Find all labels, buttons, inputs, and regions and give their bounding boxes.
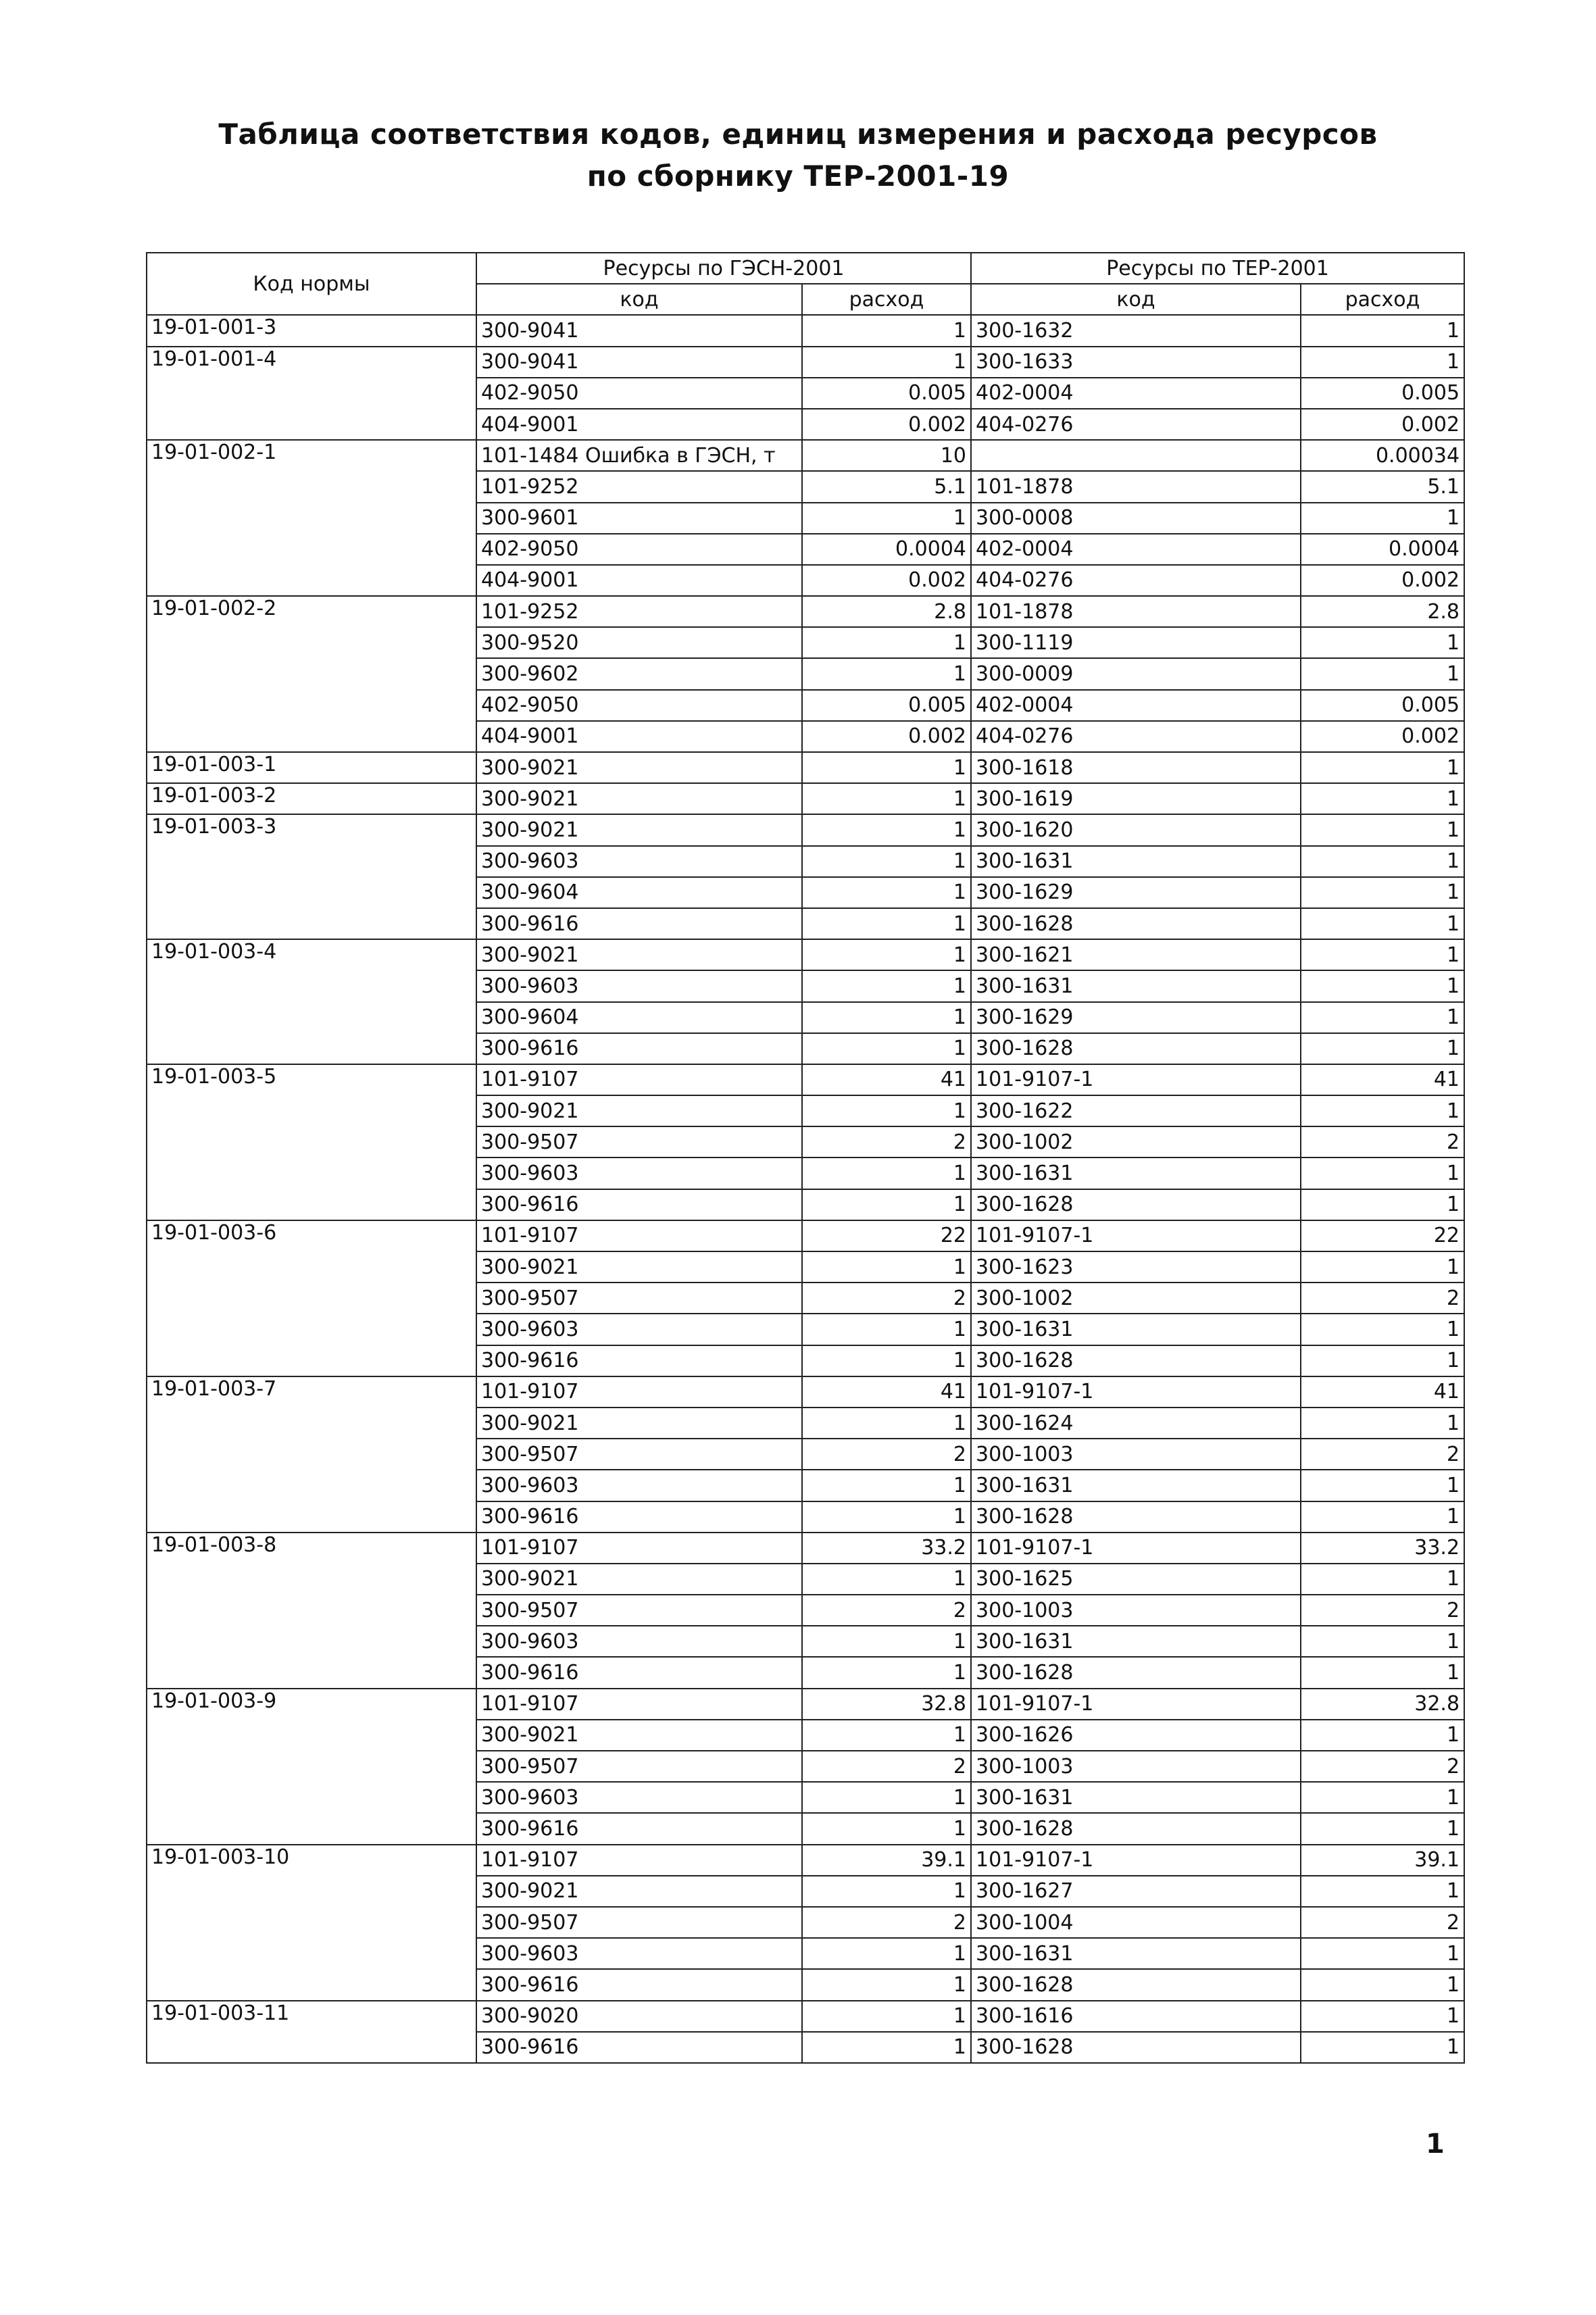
gesn-usage-cell: 1 (802, 1251, 971, 1283)
ter-usage-cell: 1 (1301, 1657, 1464, 1688)
gesn-code-cell: 404-9001 (476, 409, 802, 440)
gesn-code-cell: 300-9520 (476, 627, 802, 658)
ter-usage-cell: 1 (1301, 1033, 1464, 1064)
gesn-code-cell: 300-9603 (476, 970, 802, 1001)
gesn-code-cell: 300-9616 (476, 1345, 802, 1376)
gesn-code-cell: 300-9603 (476, 1782, 802, 1813)
table-row (147, 315, 1464, 346)
gesn-code-cell: 300-9507 (476, 1126, 802, 1158)
ter-code-cell: 300-1618 (971, 752, 1301, 783)
ter-usage-cell: 0.00034 (1301, 440, 1464, 471)
gesn-code-cell: 300-9020 (476, 2001, 802, 2032)
ter-usage-cell: 1 (1301, 1002, 1464, 1033)
gesn-usage-cell: 1 (802, 1720, 971, 1751)
ter-usage-cell: 1 (1301, 627, 1464, 658)
gesn-usage-cell: 2 (802, 1439, 971, 1470)
gesn-usage-cell: 5.1 (802, 471, 971, 502)
gesn-code-cell: 101-9107 (476, 1376, 802, 1408)
ter-usage-cell: 1 (1301, 1813, 1464, 1844)
ter-usage-cell: 2 (1301, 1126, 1464, 1158)
ter-code-cell: 300-1628 (971, 1657, 1301, 1688)
ter-usage-cell: 2 (1301, 1595, 1464, 1626)
gesn-usage-cell: 39.1 (802, 1845, 971, 1876)
ter-usage-cell: 0.002 (1301, 565, 1464, 596)
ter-code-cell: 300-1002 (971, 1283, 1301, 1314)
ter-usage-cell: 1 (1301, 1564, 1464, 1595)
ter-code-cell: 300-1631 (971, 1938, 1301, 1969)
gesn-code-cell: 300-9616 (476, 1969, 802, 2000)
table-body (147, 315, 1464, 2063)
table-row (147, 1064, 1464, 1095)
norm-code-cell: 19-01-003-3 (147, 814, 476, 939)
gesn-code-cell: 300-9616 (476, 908, 802, 939)
gesn-usage-cell: 10 (802, 440, 971, 471)
ter-usage-cell: 1 (1301, 1189, 1464, 1220)
gesn-usage-cell: 1 (802, 627, 971, 658)
ter-usage-cell: 2 (1301, 1439, 1464, 1470)
ter-usage-cell: 39.1 (1301, 1845, 1464, 1876)
ter-code-cell: 300-1003 (971, 1439, 1301, 1470)
header-ter-code: код (971, 284, 1301, 315)
gesn-code-cell: 402-9050 (476, 534, 802, 565)
gesn-code-cell: 300-9041 (476, 315, 802, 346)
gesn-usage-cell: 2 (802, 1907, 971, 1938)
gesn-code-cell: 101-9107 (476, 1689, 802, 1720)
gesn-code-cell: 300-9021 (476, 752, 802, 783)
gesn-usage-cell: 1 (802, 1345, 971, 1376)
gesn-usage-cell: 0.002 (802, 409, 971, 440)
ter-usage-cell: 1 (1301, 814, 1464, 845)
ter-code-cell: 300-1631 (971, 846, 1301, 877)
gesn-usage-cell: 1 (802, 908, 971, 939)
ter-usage-cell: 1 (1301, 783, 1464, 814)
gesn-code-cell: 101-9107 (476, 1845, 802, 1876)
gesn-usage-cell: 1 (802, 2001, 971, 2032)
gesn-usage-cell: 41 (802, 1376, 971, 1408)
gesn-code-cell: 101-9107 (476, 1064, 802, 1095)
norm-code-cell: 19-01-003-6 (147, 1220, 476, 1376)
ter-code-cell: 402-0004 (971, 690, 1301, 721)
header-gesn-code: код (476, 284, 802, 315)
gesn-code-cell: 402-9050 (476, 378, 802, 409)
ter-code-cell: 300-1632 (971, 315, 1301, 346)
gesn-usage-cell: 1 (802, 1002, 971, 1033)
gesn-usage-cell: 1 (802, 1470, 971, 1501)
ter-usage-cell: 0.0004 (1301, 534, 1464, 565)
document-title (0, 114, 1596, 197)
ter-usage-cell: 1 (1301, 2032, 1464, 2063)
ter-code-cell: 404-0276 (971, 721, 1301, 752)
ter-code-cell: 300-1629 (971, 877, 1301, 908)
table-row (147, 1220, 1464, 1251)
gesn-code-cell: 300-9601 (476, 503, 802, 534)
gesn-usage-cell: 1 (802, 1938, 971, 1969)
gesn-code-cell: 300-9616 (476, 1033, 802, 1064)
norm-code-cell: 19-01-003-9 (147, 1689, 476, 1845)
ter-code-cell: 101-9107-1 (971, 1533, 1301, 1564)
ter-usage-cell: 1 (1301, 1470, 1464, 1501)
gesn-usage-cell: 1 (802, 1813, 971, 1844)
title-line-2: по сборнику ТЕР-2001-19 (587, 159, 1009, 193)
ter-code-cell: 300-1628 (971, 908, 1301, 939)
gesn-code-cell: 300-9021 (476, 1720, 802, 1751)
ter-code-cell: 300-1631 (971, 1158, 1301, 1189)
gesn-usage-cell: 1 (802, 1189, 971, 1220)
gesn-usage-cell: 1 (802, 1408, 971, 1439)
gesn-usage-cell: 2 (802, 1126, 971, 1158)
gesn-code-cell: 300-9021 (476, 1095, 802, 1126)
ter-code-cell: 300-1628 (971, 1501, 1301, 1533)
ter-code-cell: 300-1616 (971, 2001, 1301, 2032)
ter-usage-cell: 1 (1301, 908, 1464, 939)
ter-usage-cell: 2 (1301, 1751, 1464, 1782)
table-row (147, 347, 1464, 378)
gesn-code-cell: 300-9603 (476, 1938, 802, 1969)
gesn-code-cell: 300-9604 (476, 877, 802, 908)
table-row (147, 1376, 1464, 1408)
ter-usage-cell: 1 (1301, 1969, 1464, 2000)
ter-code-cell: 300-0008 (971, 503, 1301, 534)
ter-usage-cell: 2 (1301, 1907, 1464, 1938)
gesn-code-cell: 300-9603 (476, 1626, 802, 1657)
norm-code-cell: 19-01-003-2 (147, 783, 476, 814)
table-row (147, 1689, 1464, 1720)
ter-usage-cell: 1 (1301, 877, 1464, 908)
gesn-code-cell: 300-9603 (476, 1314, 802, 1345)
ter-usage-cell: 41 (1301, 1064, 1464, 1095)
gesn-usage-cell: 1 (802, 1095, 971, 1126)
gesn-usage-cell: 1 (802, 783, 971, 814)
gesn-code-cell: 404-9001 (476, 565, 802, 596)
gesn-usage-cell: 1 (802, 1657, 971, 1688)
gesn-code-cell: 300-9507 (476, 1907, 802, 1938)
ter-code-cell: 101-1878 (971, 596, 1301, 627)
gesn-usage-cell: 1 (802, 658, 971, 689)
gesn-code-cell: 402-9050 (476, 690, 802, 721)
norm-code-cell: 19-01-003-11 (147, 2001, 476, 2063)
ter-usage-cell: 1 (1301, 1158, 1464, 1189)
ter-code-cell: 300-1620 (971, 814, 1301, 845)
gesn-code-cell: 101-9107 (476, 1533, 802, 1564)
ter-code-cell: 300-1631 (971, 1470, 1301, 1501)
table-row (147, 596, 1464, 627)
ter-usage-cell: 2.8 (1301, 596, 1464, 627)
ter-code-cell: 300-1625 (971, 1564, 1301, 1595)
gesn-usage-cell: 1 (802, 347, 971, 378)
ter-code-cell: 101-9107-1 (971, 1220, 1301, 1251)
ter-usage-cell: 1 (1301, 846, 1464, 877)
gesn-usage-cell: 1 (802, 1033, 971, 1064)
ter-usage-cell: 33.2 (1301, 1533, 1464, 1564)
correspondence-table-wrap (146, 252, 1464, 2064)
norm-code-cell: 19-01-003-10 (147, 1845, 476, 2001)
ter-code-cell: 300-1633 (971, 347, 1301, 378)
gesn-usage-cell: 1 (802, 814, 971, 845)
gesn-code-cell: 300-9021 (476, 1251, 802, 1283)
gesn-code-cell: 101-9252 (476, 471, 802, 502)
gesn-usage-cell: 0.005 (802, 378, 971, 409)
ter-usage-cell: 1 (1301, 970, 1464, 1001)
ter-code-cell: 300-1627 (971, 1876, 1301, 1907)
gesn-usage-cell: 0.0004 (802, 534, 971, 565)
ter-code-cell: 300-1631 (971, 1626, 1301, 1657)
ter-code-cell: 300-1624 (971, 1408, 1301, 1439)
gesn-code-cell: 300-9507 (476, 1751, 802, 1782)
gesn-usage-cell: 1 (802, 1969, 971, 2000)
ter-usage-cell: 1 (1301, 752, 1464, 783)
gesn-usage-cell: 1 (802, 2032, 971, 2063)
ter-code-cell: 300-1119 (971, 627, 1301, 658)
gesn-usage-cell: 1 (802, 1501, 971, 1533)
gesn-code-cell: 300-9603 (476, 1158, 802, 1189)
gesn-code-cell: 404-9001 (476, 721, 802, 752)
table-row (147, 2001, 1464, 2032)
gesn-usage-cell: 33.2 (802, 1533, 971, 1564)
gesn-usage-cell: 1 (802, 1158, 971, 1189)
ter-usage-cell: 1 (1301, 1626, 1464, 1657)
table-row (147, 939, 1464, 970)
ter-code-cell: 300-1631 (971, 970, 1301, 1001)
ter-code-cell: 300-1628 (971, 1033, 1301, 1064)
norm-code-cell: 19-01-003-5 (147, 1064, 476, 1220)
gesn-code-cell: 300-9021 (476, 783, 802, 814)
ter-code-cell: 300-1623 (971, 1251, 1301, 1283)
gesn-usage-cell: 2.8 (802, 596, 971, 627)
gesn-usage-cell: 0.002 (802, 721, 971, 752)
gesn-code-cell: 300-9021 (476, 1876, 802, 1907)
gesn-code-cell: 300-9616 (476, 1501, 802, 1533)
gesn-usage-cell: 1 (802, 1876, 971, 1907)
ter-usage-cell: 0.005 (1301, 690, 1464, 721)
norm-code-cell: 19-01-002-2 (147, 596, 476, 752)
ter-usage-cell: 0.002 (1301, 721, 1464, 752)
table-row (147, 783, 1464, 814)
ter-code-cell: 300-0009 (971, 658, 1301, 689)
ter-usage-cell: 5.1 (1301, 471, 1464, 502)
ter-usage-cell: 1 (1301, 1345, 1464, 1376)
ter-code-cell: 402-0004 (971, 378, 1301, 409)
ter-code-cell: 300-1628 (971, 1969, 1301, 2000)
ter-code-cell: 300-1628 (971, 2032, 1301, 2063)
gesn-code-cell: 300-9603 (476, 846, 802, 877)
ter-code-cell: 300-1631 (971, 1782, 1301, 1813)
ter-code-cell (971, 440, 1301, 471)
ter-usage-cell: 0.005 (1301, 378, 1464, 409)
ter-usage-cell: 41 (1301, 1376, 1464, 1408)
ter-code-cell: 300-1629 (971, 1002, 1301, 1033)
ter-usage-cell: 32.8 (1301, 1689, 1464, 1720)
ter-usage-cell: 22 (1301, 1220, 1464, 1251)
table-row (147, 440, 1464, 471)
header-gesn-group: Ресурсы по ГЭСН-2001 (476, 253, 971, 284)
gesn-code-cell: 300-9603 (476, 1470, 802, 1501)
ter-code-cell: 101-1878 (971, 471, 1301, 502)
gesn-usage-cell: 32.8 (802, 1689, 971, 1720)
ter-usage-cell: 2 (1301, 1283, 1464, 1314)
ter-usage-cell: 0.002 (1301, 409, 1464, 440)
ter-code-cell: 101-9107-1 (971, 1064, 1301, 1095)
gesn-code-cell: 101-9107 (476, 1220, 802, 1251)
gesn-usage-cell: 41 (802, 1064, 971, 1095)
ter-code-cell: 404-0276 (971, 565, 1301, 596)
ter-usage-cell: 1 (1301, 1251, 1464, 1283)
table-row (147, 814, 1464, 845)
ter-code-cell: 300-1621 (971, 939, 1301, 970)
gesn-usage-cell: 2 (802, 1595, 971, 1626)
title-line-1: Таблица соответствия кодов, единиц измерения и расхода ресурсов (218, 118, 1378, 151)
ter-code-cell: 101-9107-1 (971, 1845, 1301, 1876)
gesn-usage-cell: 1 (802, 939, 971, 970)
ter-code-cell: 101-9107-1 (971, 1376, 1301, 1408)
gesn-code-cell: 300-9616 (476, 2032, 802, 2063)
gesn-code-cell: 101-9252 (476, 596, 802, 627)
gesn-code-cell: 101-1484 Ошибка в ГЭСН, т (476, 440, 802, 471)
norm-code-cell: 19-01-002-1 (147, 440, 476, 596)
page-number: 1 (1426, 2129, 1445, 2160)
norm-code-cell: 19-01-003-1 (147, 752, 476, 783)
gesn-usage-cell: 1 (802, 503, 971, 534)
gesn-usage-cell: 1 (802, 1626, 971, 1657)
gesn-usage-cell: 1 (802, 1564, 971, 1595)
table-row (147, 752, 1464, 783)
gesn-usage-cell: 1 (802, 752, 971, 783)
header-norm-code: Код нормы (147, 253, 476, 315)
ter-usage-cell: 1 (1301, 1782, 1464, 1813)
gesn-usage-cell: 1 (802, 315, 971, 346)
gesn-code-cell: 300-9616 (476, 1189, 802, 1220)
gesn-usage-cell: 0.002 (802, 565, 971, 596)
ter-code-cell: 300-1003 (971, 1595, 1301, 1626)
gesn-code-cell: 300-9021 (476, 1408, 802, 1439)
ter-usage-cell: 1 (1301, 347, 1464, 378)
ter-usage-cell: 1 (1301, 1720, 1464, 1751)
norm-code-cell: 19-01-001-3 (147, 315, 476, 346)
ter-usage-cell: 1 (1301, 2001, 1464, 2032)
norm-code-cell: 19-01-003-7 (147, 1376, 476, 1533)
ter-code-cell: 300-1628 (971, 1345, 1301, 1376)
ter-code-cell: 101-9107-1 (971, 1689, 1301, 1720)
gesn-code-cell: 300-9021 (476, 939, 802, 970)
ter-code-cell: 300-1631 (971, 1314, 1301, 1345)
ter-code-cell: 300-1004 (971, 1907, 1301, 1938)
ter-usage-cell: 1 (1301, 939, 1464, 970)
header-ter-usage: расход (1301, 284, 1464, 315)
ter-code-cell: 300-1628 (971, 1189, 1301, 1220)
gesn-code-cell: 300-9602 (476, 658, 802, 689)
gesn-code-cell: 300-9507 (476, 1283, 802, 1314)
gesn-code-cell: 300-9021 (476, 1564, 802, 1595)
gesn-usage-cell: 0.005 (802, 690, 971, 721)
gesn-usage-cell: 2 (802, 1751, 971, 1782)
ter-usage-cell: 1 (1301, 1314, 1464, 1345)
gesn-usage-cell: 2 (802, 1283, 971, 1314)
ter-usage-cell: 1 (1301, 503, 1464, 534)
ter-usage-cell: 1 (1301, 1876, 1464, 1907)
ter-code-cell: 300-1002 (971, 1126, 1301, 1158)
ter-usage-cell: 1 (1301, 1501, 1464, 1533)
ter-usage-cell: 1 (1301, 315, 1464, 346)
gesn-usage-cell: 1 (802, 846, 971, 877)
ter-usage-cell: 1 (1301, 1408, 1464, 1439)
table-row (147, 1533, 1464, 1564)
norm-code-cell: 19-01-001-4 (147, 347, 476, 441)
ter-usage-cell: 1 (1301, 1095, 1464, 1126)
ter-code-cell: 300-1628 (971, 1813, 1301, 1844)
gesn-code-cell: 300-9041 (476, 347, 802, 378)
table-row (147, 1845, 1464, 1876)
ter-code-cell: 402-0004 (971, 534, 1301, 565)
ter-code-cell: 404-0276 (971, 409, 1301, 440)
gesn-code-cell: 300-9616 (476, 1657, 802, 1688)
ter-usage-cell: 1 (1301, 1938, 1464, 1969)
gesn-code-cell: 300-9604 (476, 1002, 802, 1033)
gesn-usage-cell: 1 (802, 1314, 971, 1345)
correspondence-table (146, 252, 1465, 2064)
header-gesn-usage: расход (802, 284, 971, 315)
header-ter-group: Ресурсы по ТЕР-2001 (971, 253, 1464, 284)
ter-code-cell: 300-1003 (971, 1751, 1301, 1782)
gesn-code-cell: 300-9507 (476, 1439, 802, 1470)
gesn-usage-cell: 1 (802, 877, 971, 908)
ter-code-cell: 300-1622 (971, 1095, 1301, 1126)
norm-code-cell: 19-01-003-8 (147, 1533, 476, 1689)
gesn-usage-cell: 22 (802, 1220, 971, 1251)
gesn-code-cell: 300-9616 (476, 1813, 802, 1844)
ter-usage-cell: 1 (1301, 658, 1464, 689)
gesn-code-cell: 300-9507 (476, 1595, 802, 1626)
ter-code-cell: 300-1626 (971, 1720, 1301, 1751)
norm-code-cell: 19-01-003-4 (147, 939, 476, 1064)
gesn-usage-cell: 1 (802, 970, 971, 1001)
gesn-code-cell: 300-9021 (476, 814, 802, 845)
gesn-usage-cell: 1 (802, 1782, 971, 1813)
ter-code-cell: 300-1619 (971, 783, 1301, 814)
